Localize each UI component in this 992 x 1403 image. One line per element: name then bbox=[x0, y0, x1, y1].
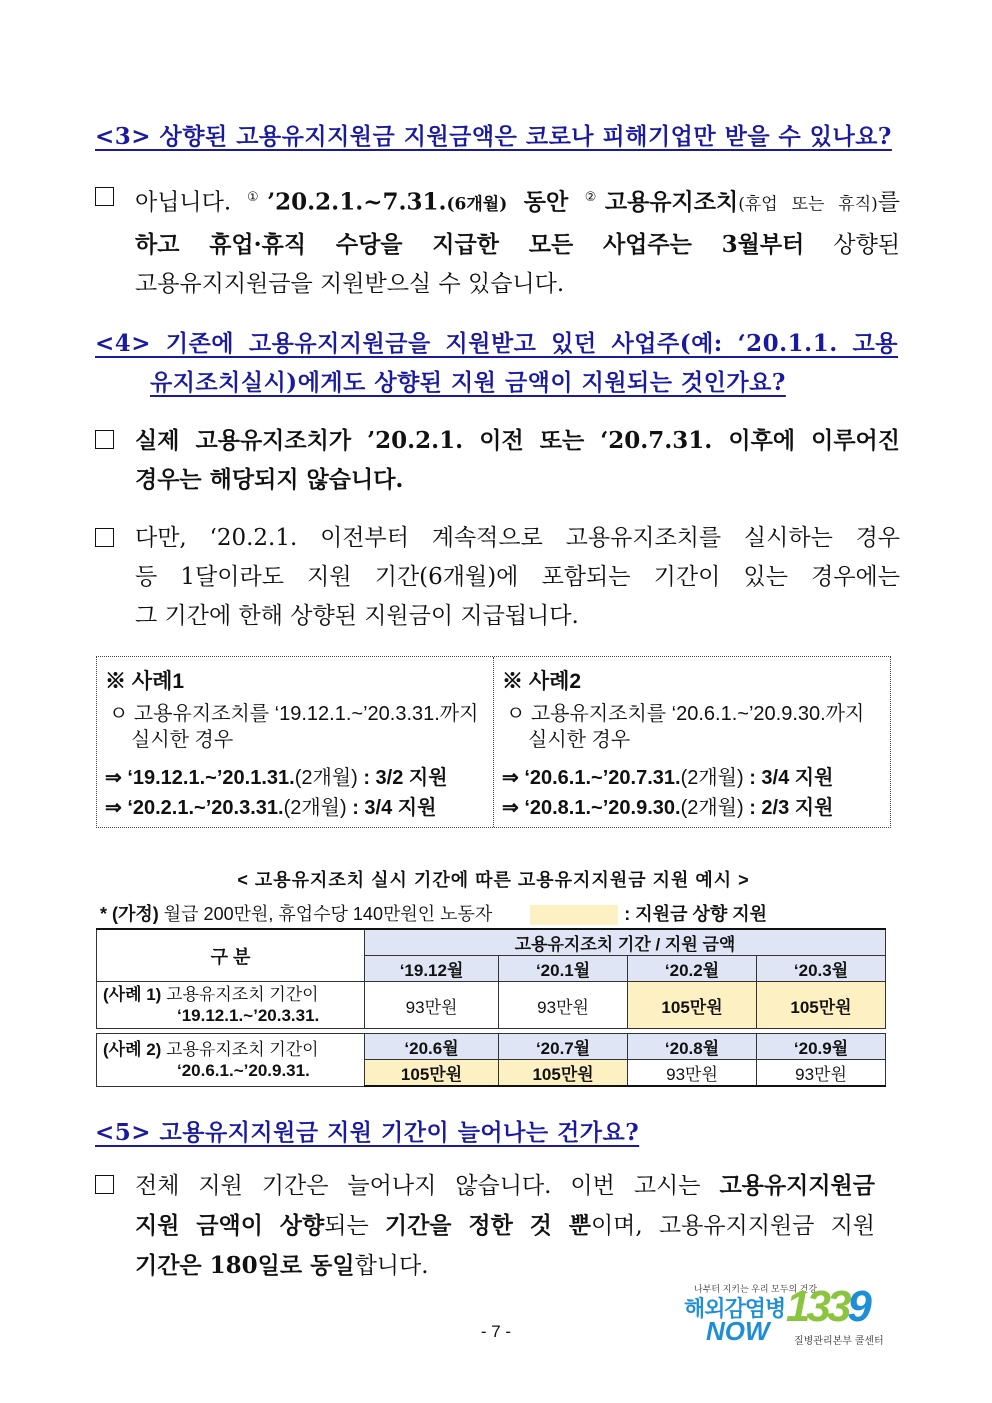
table-row bbox=[97, 982, 886, 1029]
page-number: - 7 - bbox=[480, 1322, 512, 1341]
question-3-title: <3> 상향된 고용유지지원금 지원금액은 코로나 피해기업만 받을 수 있나요? bbox=[95, 123, 892, 150]
month-header: ‘20.6월 bbox=[365, 1034, 499, 1060]
case-1 bbox=[97, 657, 493, 827]
month-header: ‘19.12월 bbox=[365, 956, 499, 982]
logo-org: 질병관리본부 콜센터 bbox=[794, 1336, 884, 1347]
case-description: ㅇ 고용유지조치를 ‘20.6.1.~’20.9.30.까지 실시한 경우 bbox=[506, 703, 865, 751]
answer-3 bbox=[95, 178, 900, 304]
answer-line: 등 1달이라도 지원 기간(6개월)에 포함되는 기간이 있는 경우에는 bbox=[135, 564, 900, 590]
case-result: ⇒ ‘20.8.1.~’20.9.30.(2개월) : 2/3 지원 bbox=[502, 797, 834, 819]
support-example-table bbox=[96, 928, 886, 1087]
checkbox-bullet bbox=[95, 1175, 114, 1194]
month-header: ‘20.7월 bbox=[499, 1034, 628, 1060]
logo-tagline: 나부터 지키는 우리 모두의 건강 bbox=[694, 1284, 818, 1294]
answer-line: 하고 휴업·휴직 수당을 지급한 모든 사업주는 3월부터 상향된 bbox=[135, 230, 901, 258]
answer-line: 그 기간에 한해 상향된 지원금이 지급됩니다. bbox=[135, 603, 579, 629]
month-header: ‘20.8월 bbox=[628, 1034, 757, 1060]
checkbox-bullet bbox=[95, 528, 114, 547]
amount-cell: 93만원 bbox=[365, 982, 499, 1029]
case-1-label: (사례 1) 고용유지조치 기간이 ‘19.12.1.~’20.3.31. bbox=[97, 982, 365, 1029]
table-title: < 고용유지조치 실시 기간에 따른 고용유지지원금 지원 예시 > bbox=[237, 870, 750, 890]
month-header: ‘20.9월 bbox=[757, 1034, 886, 1060]
answer-line: 실제 고용유지조치가 ’20.2.1. 이전 또는 ‘20.7.31. 이후에 이루어진 bbox=[135, 427, 900, 454]
logo-title: 해외감염병 bbox=[684, 1296, 786, 1321]
assumption-line: * (가정) 월급 200만원, 휴업수당 140만원인 노동자 : 지원금 상향 지원 bbox=[100, 904, 768, 924]
answer-line: 다만, ‘20.2.1. 이전부터 계속적으로 고용유지조치를 실시하는 경우 bbox=[135, 525, 900, 551]
amount-cell: 105만원 bbox=[757, 982, 886, 1029]
case-2 bbox=[493, 657, 890, 827]
amount-cell: 105만원 bbox=[499, 1060, 628, 1087]
checkbox-bullet bbox=[95, 430, 114, 449]
column-header: 고용유지조치 기간 / 지원 금액 bbox=[365, 929, 886, 956]
answer-line: 아닙니다. ①’20.2.1.~7.31.(6개월) 동안 ②고용유지조치(휴업 또는 휴직)를 bbox=[135, 188, 901, 216]
answer-5 bbox=[95, 1166, 875, 1286]
answer-line: 지원 금액이 상향되는 기간을 정한 것 뿐이며, 고용유지지원금 지원 bbox=[135, 1212, 875, 1239]
case-examples-box bbox=[96, 656, 891, 828]
case-title: ※ 사례2 bbox=[502, 670, 582, 693]
case-result: ⇒ ‘19.12.1.~’20.1.31.(2개월) : 3/2 지원 bbox=[105, 767, 448, 789]
case-result: ⇒ ‘20.2.1.~’20.3.31.(2개월) : 3/4 지원 bbox=[105, 797, 437, 819]
month-header: ‘20.3월 bbox=[757, 956, 886, 982]
answer-line: 고용유지지원금을 지원받으실 수 있습니다. bbox=[135, 270, 565, 297]
case-result: ⇒ ‘20.6.1.~’20.7.31.(2개월) : 3/4 지원 bbox=[502, 767, 834, 789]
table-row bbox=[97, 929, 886, 956]
question-4-title: <4> 기존에 고용유지지원금을 지원받고 있던 사업주(예: ‘20.1.1. 고용 유지조치실시)에게도 상향된 지원 금액이 지원되는 것인가요? bbox=[95, 330, 898, 396]
table-row bbox=[97, 1034, 886, 1060]
checkbox-bullet bbox=[95, 187, 114, 206]
case-title: ※ 사례1 bbox=[105, 670, 185, 693]
answer-4-p1 bbox=[95, 421, 900, 499]
legend-swatch bbox=[530, 905, 618, 925]
amount-cell: 93만원 bbox=[757, 1060, 886, 1087]
answer-line: 전체 지원 기간은 늘어나지 않습니다. 이번 고시는 고용유지지원금 bbox=[135, 1172, 875, 1199]
question-5-title: <5> 고용유지지원금 지원 기간이 늘어나는 건가요? bbox=[95, 1119, 640, 1146]
answer-4-p2 bbox=[95, 519, 900, 636]
amount-cell: 105만원 bbox=[365, 1060, 499, 1087]
answer-line: 경우는 해당되지 않습니다. bbox=[135, 466, 404, 493]
month-header: ‘20.2월 bbox=[628, 956, 757, 982]
answer-line: 기간은 180일로 동일합니다. bbox=[135, 1252, 429, 1279]
amount-cell: 105만원 bbox=[628, 982, 757, 1029]
month-header: ‘20.1월 bbox=[499, 956, 628, 982]
logo-number: 1339 bbox=[786, 1282, 868, 1331]
amount-cell: 93만원 bbox=[499, 982, 628, 1029]
logo-now: NOW bbox=[706, 1316, 770, 1346]
amount-cell: 93만원 bbox=[628, 1060, 757, 1087]
column-group-header: 구 분 bbox=[97, 929, 365, 982]
case-description: ㅇ 고용유지조치를 ‘19.12.1.~’20.3.31.까지 실시한 경우 bbox=[109, 703, 479, 751]
case-2-label: (사례 2) 고용유지조치 기간이 ‘20.6.1.~’20.9.31. bbox=[97, 1034, 365, 1087]
